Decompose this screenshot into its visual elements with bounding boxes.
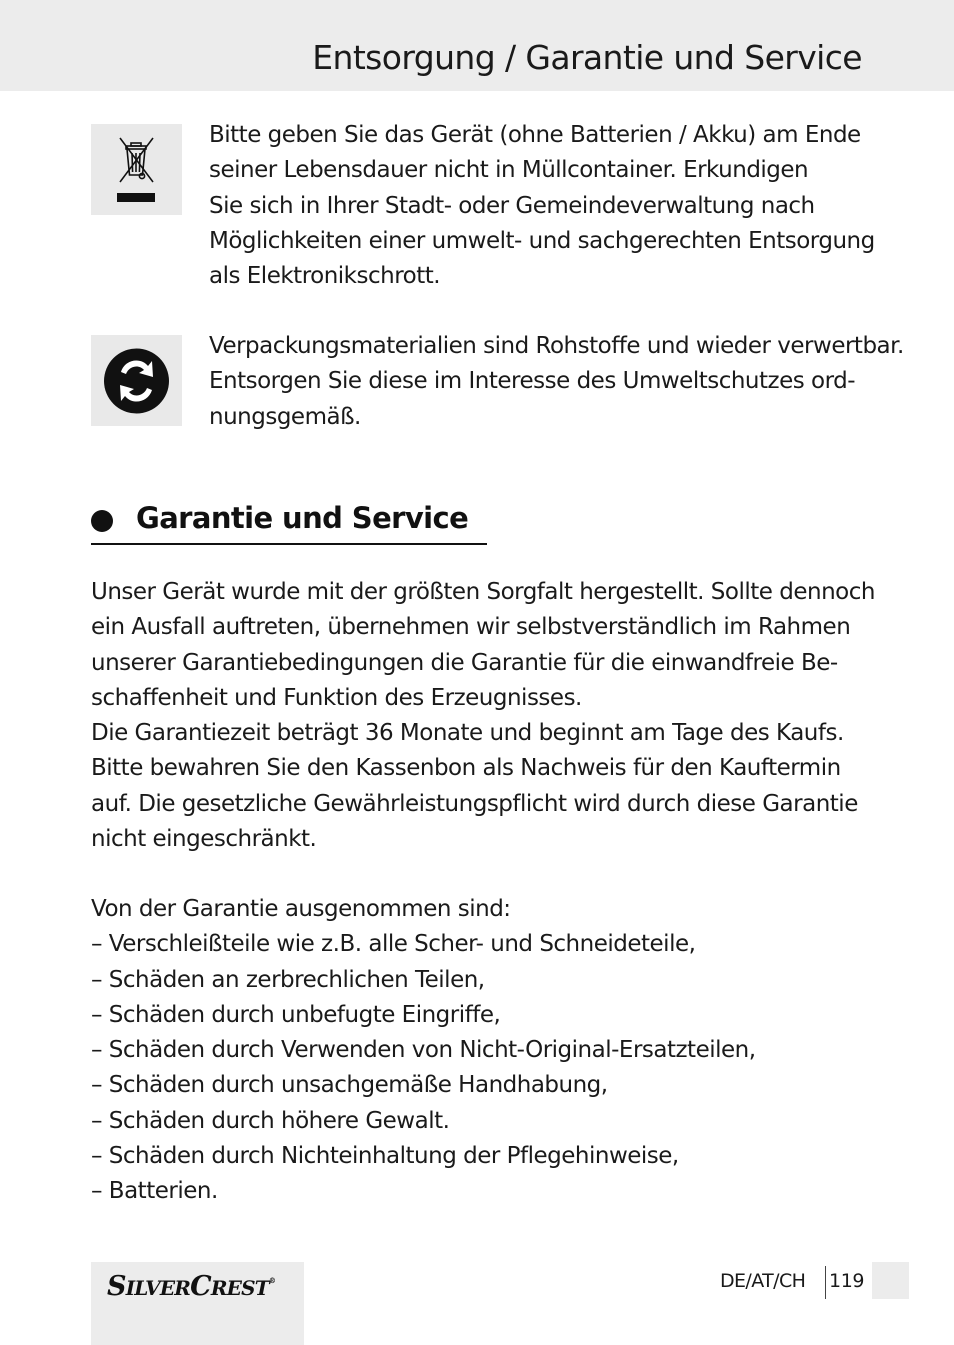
list-item: – Schäden durch Verwenden von Nicht-Original-Ersatzteilen, xyxy=(91,1037,756,1064)
text-line: Bitte bewahren Sie den Kassenbon als Nachweis für den Kauftermin xyxy=(91,755,841,782)
green-dot-recycling-icon xyxy=(91,335,182,426)
text-line: seiner Lebensdauer nicht in Müllcontainer. Erkundigen xyxy=(209,157,809,184)
page-tab xyxy=(872,1262,909,1299)
text-line: Verpackungsmaterialien sind Rohstoffe und wieder verwertbar. xyxy=(209,333,904,359)
list-item: – Schäden an zerbrechlichen Teilen, xyxy=(91,966,485,993)
list-item: – Batterien. xyxy=(91,1178,218,1205)
brand-logo xyxy=(91,1262,304,1345)
text-line: auf. Die gesetzliche Gewährleistungspflicht wird durch diese Garantie xyxy=(91,790,858,817)
exclusions-title: Von der Garantie ausgenommen sind: xyxy=(91,896,511,922)
page-number: 119 xyxy=(829,1270,865,1292)
list-item: – Schäden durch höhere Gewalt. xyxy=(91,1107,450,1134)
page-title: Entsorgung / Garantie und Service xyxy=(312,38,862,77)
footer-divider xyxy=(825,1266,826,1299)
text-line: Sie sich in Ihrer Stadt- oder Gemeindeverwaltung nach xyxy=(209,192,815,219)
packaging-text xyxy=(209,329,904,435)
list-item: – Schäden durch unbefugte Eingriffe, xyxy=(91,1001,501,1028)
weee-disposal-text xyxy=(209,118,875,294)
footer-locale: DE/AT/CH xyxy=(720,1270,806,1292)
crossed-out-wheelie-bin-icon xyxy=(91,124,182,215)
text-line: schaffenheit und Funktion des Erzeugnisses. xyxy=(91,684,582,711)
section-heading: Garantie und Service xyxy=(136,501,469,535)
text-line: Möglichkeiten einer umwelt- und sachgerechten Entsorgung xyxy=(209,227,875,254)
text-line: Bitte geben Sie das Gerät (ohne Batterien / Akku) am Ende xyxy=(209,122,861,148)
text-line: ein Ausfall auftreten, übernehmen wir selbstverständlich im Rahmen xyxy=(91,614,851,641)
section-bullet-icon xyxy=(91,510,113,532)
text-line: nungsgemäß. xyxy=(209,403,361,430)
text-line: Die Garantiezeit beträgt 36 Monate und beginnt am Tage des Kaufs. xyxy=(91,720,844,747)
text-line: nicht eingeschränkt. xyxy=(91,826,317,853)
section-underline xyxy=(91,543,487,545)
recycling-icon-box xyxy=(91,335,182,426)
text-line: unserer Garantiebedingungen die Garantie für die einwandfreie Be- xyxy=(91,649,838,676)
text-line: Entsorgen Sie diese im Interesse des Umweltschutzes ord- xyxy=(209,368,856,395)
list-item: – Schäden durch unsachgemäße Handhabung, xyxy=(91,1072,608,1099)
text-line: als Elektronikschrott. xyxy=(209,263,441,290)
silvercrest-logo-icon xyxy=(91,1262,304,1345)
text-line: Unser Gerät wurde mit der größten Sorgfalt hergestellt. Sollte dennoch xyxy=(91,579,875,605)
svg-text:SILVERCREST®: SILVERCREST® xyxy=(107,1271,276,1302)
list-item: – Schäden durch Nichteinhaltung der Pflegehinweise, xyxy=(91,1143,679,1170)
warranty-exclusions xyxy=(91,892,756,1210)
list-item: – Verschleißteile wie z.B. alle Scher- und Schneideteile, xyxy=(91,931,696,958)
weee-icon-box xyxy=(91,124,182,215)
warranty-intro-text xyxy=(91,575,875,857)
